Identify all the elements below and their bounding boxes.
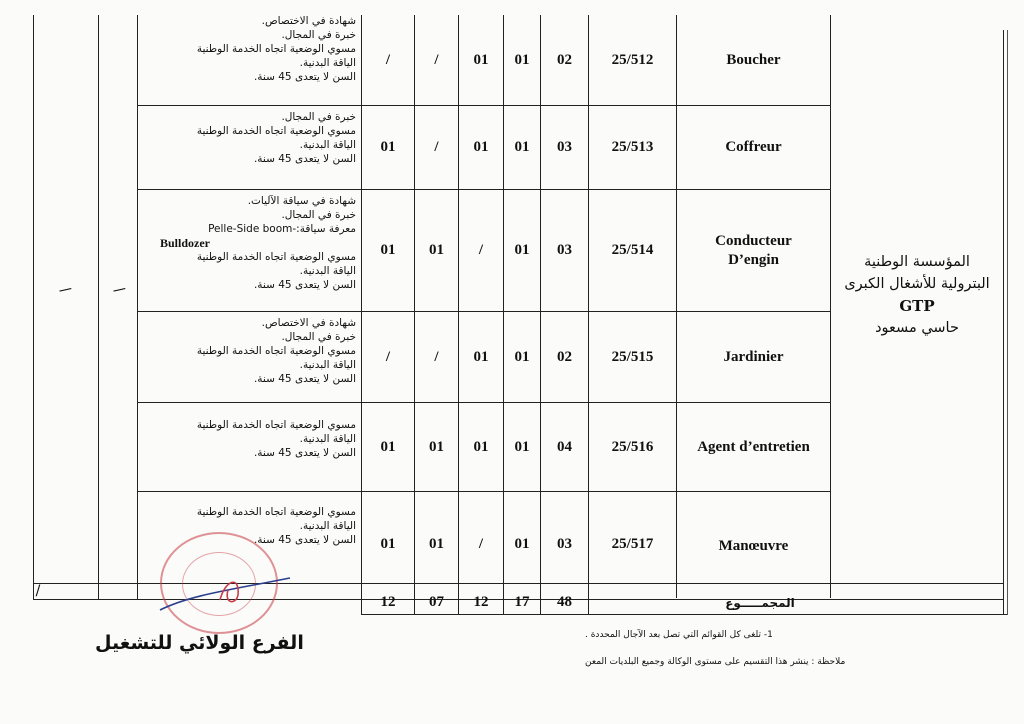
row-2-code: 25/513 <box>611 139 654 155</box>
requirement-item: السن لا يتعدى 45 سنة. <box>253 279 356 291</box>
requirement-item: الياقة البدنية. <box>299 520 356 532</box>
row-6-n5: 01 <box>380 536 396 552</box>
requirement-item: شهادة في سياقة الآليات. <box>247 195 356 207</box>
row-6-n3: / <box>478 536 484 552</box>
requirement-item: الياقة البدنية. <box>299 433 356 445</box>
requirement-item: السن لا يتعدى 45 سنة. <box>253 71 356 83</box>
totals-label: المجمـــــوع <box>725 596 795 610</box>
row-3-n3: / <box>478 242 484 258</box>
row-5-n4: 01 <box>429 438 444 455</box>
side-mark-1: / <box>56 283 74 297</box>
row-2-n2: 01 <box>514 139 530 155</box>
row-6-job: Manœuvre <box>718 538 789 554</box>
note-1: 1- تلغى كل القوائم التي تصل بعد الآجال المحددة . <box>585 630 773 640</box>
row-6-code: 25/517 <box>611 536 654 552</box>
requirement-item: Bulldozer <box>160 236 210 250</box>
row-2-n4: / <box>434 139 439 155</box>
row-1-n5: / <box>385 51 391 68</box>
table-border-left <box>33 15 34 600</box>
totals-t3: 12 <box>473 593 489 610</box>
row-3-code: 25/514 <box>611 242 654 258</box>
row-3-requirements <box>160 194 356 292</box>
row-4-n1: 02 <box>557 348 572 365</box>
totals-t2: 17 <box>514 593 530 610</box>
row-3-n4: 01 <box>429 242 444 258</box>
requirement-item: الياقة البدنية. <box>299 359 356 371</box>
row-1-code: 25/512 <box>611 51 654 68</box>
requirement-item: السن لا يتعدى 45 سنة. <box>253 534 356 546</box>
totals-t1: 48 <box>557 593 572 610</box>
row-4-n4: / <box>434 348 439 365</box>
row-2-n1: 03 <box>557 139 572 155</box>
requirement-item: مسوي الوضعية اتجاه الخدمة الوطنية <box>196 125 356 137</box>
row-2-job: Coffreur <box>725 139 782 155</box>
row-1-n4: / <box>434 51 439 68</box>
requirement-item: السن لا يتعدى 45 سنة. <box>253 447 356 459</box>
row-3-n5: 01 <box>380 242 396 258</box>
requirement-item: مسوي الوضعية اتجاه الخدمة الوطنية <box>196 251 356 263</box>
row-6-n4: 01 <box>429 536 444 552</box>
requirement-item: الياقة البدنية. <box>299 57 356 69</box>
row-6-n1: 03 <box>557 536 572 552</box>
row-4-requirements <box>160 316 356 386</box>
organization-line1: المؤسسة الوطنية <box>864 254 970 270</box>
row-4-n3: 01 <box>473 348 489 365</box>
row-5-job: Agent d’entretien <box>697 438 810 455</box>
requirement-item: خبرة في المجال. <box>281 29 356 41</box>
row-3-n2: 01 <box>514 242 530 258</box>
note-2: ملاحظة : ينشر هذا التقسيم على مستوى الوكالة وجميع البلديات المعن <box>585 657 846 667</box>
row-1-n2: 01 <box>514 51 530 68</box>
row-5-n5: 01 <box>380 438 396 455</box>
row-1-job: Boucher <box>726 51 781 68</box>
row-3-job-line1: Conducteur <box>715 232 792 249</box>
organization-line2: البترولية للأشغال الكبرى <box>844 276 990 292</box>
row-5-code: 25/516 <box>611 438 654 455</box>
table-col-divider-a <box>98 15 99 600</box>
requirement-item: مسوي الوضعية اتجاه الخدمة الوطنية <box>196 419 356 431</box>
row-3-n1: 03 <box>557 242 572 258</box>
row-2-n5: 01 <box>380 139 396 155</box>
requirement-item: مسوي الوضعية اتجاه الخدمة الوطنية <box>196 43 356 55</box>
organization-abbrev: GTP <box>899 297 935 315</box>
totals-t4: 07 <box>429 593 444 610</box>
requirement-item: الياقة البدنية. <box>299 139 356 151</box>
row-1-n3: 01 <box>473 51 489 68</box>
totals-t5: 12 <box>380 593 396 610</box>
requirement-item: السن لا يتعدى 45 سنة. <box>253 153 356 165</box>
signature-block: الفرع الولائي للتشغيل <box>95 632 304 654</box>
row-4-code: 25/515 <box>611 348 654 365</box>
row-3-job <box>677 190 830 311</box>
requirement-item: خبرة في المجال. <box>281 111 356 123</box>
row-4-n5: / <box>385 348 391 365</box>
requirement-item: السن لا يتعدى 45 سنة. <box>253 373 356 385</box>
organization-location: حاسي مسعود <box>875 320 959 336</box>
requirement-item: خبرة في المجال. <box>281 209 356 221</box>
requirement-item: مسوي الوضعية اتجاه الخدمة الوطنية <box>196 506 356 518</box>
organization-block <box>831 230 1003 360</box>
requirement-item: مسوي الوضعية اتجاه الخدمة الوطنية <box>196 345 356 357</box>
signature-mark <box>150 560 300 620</box>
row-1-requirements <box>160 14 356 84</box>
row-4-n2: 01 <box>514 348 530 365</box>
row-5-n3: 01 <box>473 438 489 455</box>
row-5-n1: 04 <box>557 438 572 455</box>
row-3-job-line2: D’engin <box>728 251 779 268</box>
table-border-right <box>1003 30 1004 615</box>
row-1-n1: 02 <box>557 51 572 68</box>
total-side-mark: / <box>35 583 41 599</box>
row-2-n3: 01 <box>473 139 489 155</box>
row-4-job: Jardinier <box>723 348 784 365</box>
row-5-n2: 01 <box>514 438 530 455</box>
side-mark-2: / <box>110 283 128 297</box>
totals-bottom-2 <box>361 614 1007 615</box>
table-border-right-outer <box>1007 30 1008 615</box>
requirement-item: شهادة في الاختصاص. <box>261 317 356 329</box>
row-6-n2: 01 <box>514 536 530 552</box>
requirement-item: شهادة في الاختصاص. <box>261 15 356 27</box>
requirement-item: الياقة البدنية. <box>299 265 356 277</box>
table-col-divider-b <box>137 15 138 600</box>
requirement-item: خبرة في المجال. <box>281 331 356 343</box>
row-2-requirements <box>160 110 356 166</box>
row-5-requirements <box>160 418 356 460</box>
requirement-item: معرفة سياقة:-Pelle-Side boom <box>208 223 356 235</box>
